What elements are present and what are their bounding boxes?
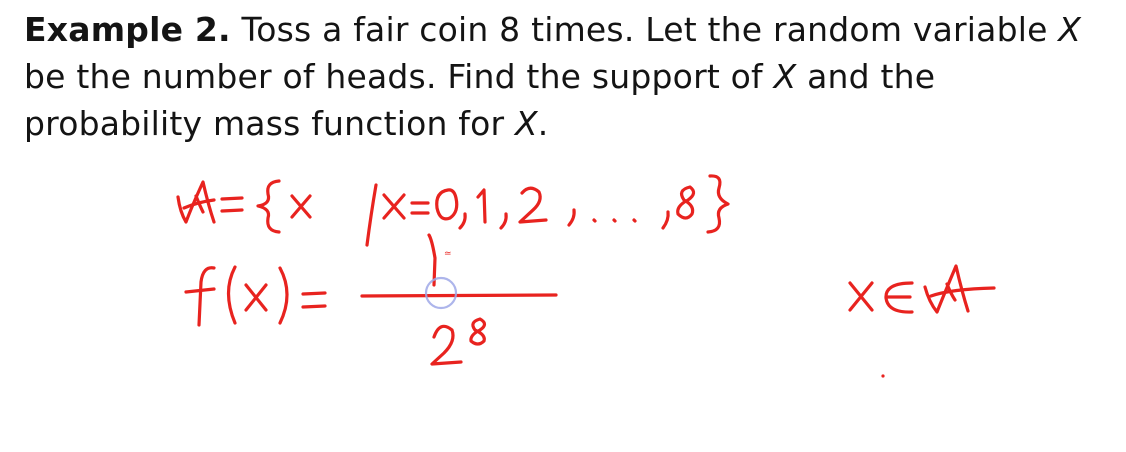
problem-text-2: be the number of heads. Find the support of bbox=[24, 57, 774, 96]
problem-text-4: . bbox=[537, 104, 549, 143]
example-label: Example 2. bbox=[24, 10, 231, 49]
variable-x: X bbox=[1058, 10, 1082, 49]
pen-cursor bbox=[426, 249, 456, 308]
domain-note-handwriting bbox=[850, 266, 994, 312]
problem-text-3: and the probability mass function for bbox=[24, 57, 936, 143]
stray-ink-dot bbox=[881, 374, 884, 377]
variable-x: X bbox=[773, 57, 797, 96]
svg-text:≃: ≃ bbox=[444, 249, 452, 259]
variable-x: X bbox=[514, 104, 538, 143]
support-set-handwriting bbox=[178, 176, 728, 245]
pmf-handwriting bbox=[186, 235, 556, 364]
problem-text-1: Toss a fair coin 8 times. Let the random variable bbox=[230, 10, 1059, 49]
